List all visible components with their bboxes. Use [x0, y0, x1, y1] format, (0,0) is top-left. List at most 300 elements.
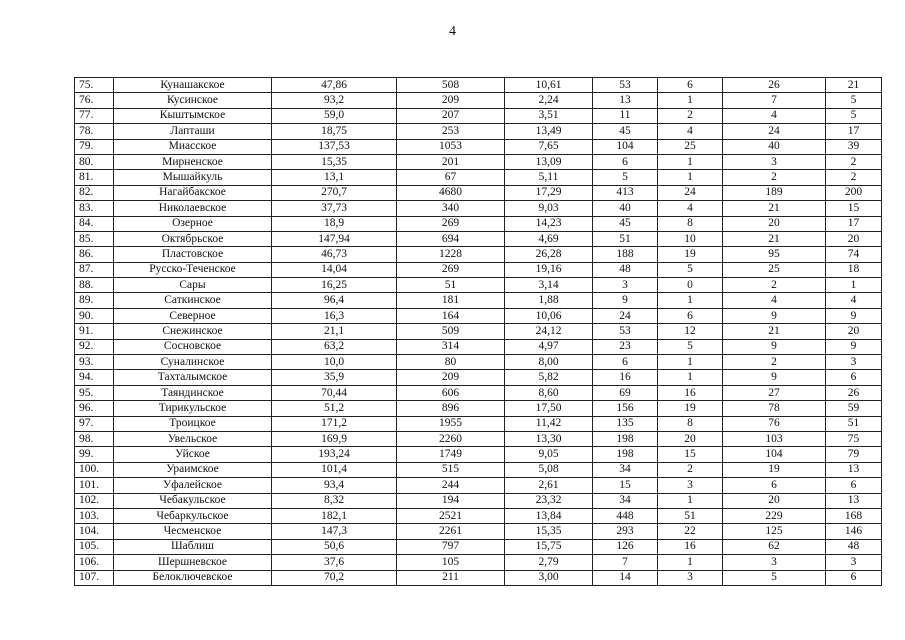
count-col-9-cell: 9 — [826, 339, 882, 354]
table-row — [75, 431, 882, 446]
density-value-cell: 2,79 — [505, 555, 593, 570]
count-col-6-cell: 34 — [593, 462, 658, 477]
row-number-cell: 102. — [75, 493, 114, 508]
settlement-name-cell: Тахталымское — [114, 370, 272, 385]
row-number-cell: 103. — [75, 508, 114, 523]
count-col-8-cell: 3 — [723, 154, 826, 169]
area-value-cell: 270,7 — [272, 185, 397, 200]
count-col-6-cell: 7 — [593, 555, 658, 570]
count-col-8-cell: 2 — [723, 355, 826, 370]
count-col-6-cell: 48 — [593, 262, 658, 277]
table-row — [75, 201, 882, 216]
row-number-cell: 82. — [75, 185, 114, 200]
table-row — [75, 216, 882, 231]
count-col-7-cell: 3 — [658, 570, 723, 585]
row-number-cell: 91. — [75, 324, 114, 339]
row-number-cell: 80. — [75, 154, 114, 169]
area-value-cell: 70,2 — [272, 570, 397, 585]
settlement-name-cell: Нагайбакское — [114, 185, 272, 200]
count-col-8-cell: 24 — [723, 124, 826, 139]
row-number-cell: 77. — [75, 108, 114, 123]
population-value-cell: 269 — [397, 262, 505, 277]
count-col-6-cell: 53 — [593, 324, 658, 339]
table-row — [75, 385, 882, 400]
count-col-6-cell: 6 — [593, 355, 658, 370]
count-col-6-cell: 16 — [593, 370, 658, 385]
table-row — [75, 355, 882, 370]
table-row — [75, 524, 882, 539]
population-value-cell: 508 — [397, 78, 505, 93]
density-value-cell: 5,08 — [505, 462, 593, 477]
area-value-cell: 63,2 — [272, 339, 397, 354]
count-col-8-cell: 95 — [723, 247, 826, 262]
data-table — [74, 77, 882, 586]
row-number-cell: 88. — [75, 278, 114, 293]
count-col-6-cell: 11 — [593, 108, 658, 123]
row-number-cell: 92. — [75, 339, 114, 354]
population-value-cell: 211 — [397, 570, 505, 585]
settlement-name-cell: Пластовское — [114, 247, 272, 262]
count-col-6-cell: 9 — [593, 293, 658, 308]
population-value-cell: 606 — [397, 385, 505, 400]
population-value-cell: 244 — [397, 478, 505, 493]
population-value-cell: 509 — [397, 324, 505, 339]
area-value-cell: 14,04 — [272, 262, 397, 277]
row-number-cell: 78. — [75, 124, 114, 139]
settlement-name-cell: Чесменское — [114, 524, 272, 539]
density-value-cell: 13,30 — [505, 431, 593, 446]
row-number-cell: 100. — [75, 462, 114, 477]
row-number-cell: 85. — [75, 231, 114, 246]
count-col-7-cell: 51 — [658, 508, 723, 523]
settlement-name-cell: Снежинское — [114, 324, 272, 339]
area-value-cell: 51,2 — [272, 401, 397, 416]
population-value-cell: 2261 — [397, 524, 505, 539]
count-col-7-cell: 3 — [658, 478, 723, 493]
count-col-7-cell: 1 — [658, 493, 723, 508]
density-value-cell: 1,88 — [505, 293, 593, 308]
count-col-9-cell: 17 — [826, 216, 882, 231]
density-value-cell: 3,51 — [505, 108, 593, 123]
count-col-6-cell: 34 — [593, 493, 658, 508]
table-row — [75, 447, 882, 462]
area-value-cell: 16,3 — [272, 308, 397, 323]
count-col-9-cell: 4 — [826, 293, 882, 308]
count-col-6-cell: 51 — [593, 231, 658, 246]
area-value-cell: 182,1 — [272, 508, 397, 523]
row-number-cell: 99. — [75, 447, 114, 462]
settlement-name-cell: Уйское — [114, 447, 272, 462]
population-value-cell: 1955 — [397, 416, 505, 431]
count-col-9-cell: 5 — [826, 108, 882, 123]
density-value-cell: 11,42 — [505, 416, 593, 431]
count-col-9-cell: 200 — [826, 185, 882, 200]
count-col-7-cell: 1 — [658, 355, 723, 370]
count-col-9-cell: 39 — [826, 139, 882, 154]
count-col-7-cell: 5 — [658, 339, 723, 354]
count-col-8-cell: 2 — [723, 278, 826, 293]
area-value-cell: 171,2 — [272, 416, 397, 431]
count-col-9-cell: 15 — [826, 201, 882, 216]
count-col-7-cell: 6 — [658, 78, 723, 93]
population-value-cell: 269 — [397, 216, 505, 231]
area-value-cell: 169,9 — [272, 431, 397, 446]
count-col-6-cell: 40 — [593, 201, 658, 216]
count-col-7-cell: 1 — [658, 170, 723, 185]
count-col-6-cell: 413 — [593, 185, 658, 200]
area-value-cell: 35,9 — [272, 370, 397, 385]
count-col-9-cell: 168 — [826, 508, 882, 523]
row-number-cell: 96. — [75, 401, 114, 416]
population-value-cell: 164 — [397, 308, 505, 323]
row-number-cell: 84. — [75, 216, 114, 231]
area-value-cell: 59,0 — [272, 108, 397, 123]
population-value-cell: 1749 — [397, 447, 505, 462]
count-col-7-cell: 10 — [658, 231, 723, 246]
count-col-8-cell: 3 — [723, 555, 826, 570]
settlement-name-cell: Чебакульское — [114, 493, 272, 508]
count-col-8-cell: 9 — [723, 308, 826, 323]
row-number-cell: 107. — [75, 570, 114, 585]
count-col-7-cell: 6 — [658, 308, 723, 323]
table-row — [75, 462, 882, 477]
row-number-cell: 81. — [75, 170, 114, 185]
table-row — [75, 139, 882, 154]
density-value-cell: 7,65 — [505, 139, 593, 154]
density-value-cell: 10,61 — [505, 78, 593, 93]
population-value-cell: 194 — [397, 493, 505, 508]
settlement-name-cell: Кусинское — [114, 93, 272, 108]
density-value-cell: 17,29 — [505, 185, 593, 200]
settlement-name-cell: Шаблиш — [114, 539, 272, 554]
settlement-name-cell: Шершневское — [114, 555, 272, 570]
count-col-7-cell: 1 — [658, 555, 723, 570]
count-col-8-cell: 21 — [723, 201, 826, 216]
table-row — [75, 78, 882, 93]
settlement-name-cell: Миасское — [114, 139, 272, 154]
area-value-cell: 93,2 — [272, 93, 397, 108]
count-col-9-cell: 26 — [826, 385, 882, 400]
count-col-7-cell: 5 — [658, 262, 723, 277]
count-col-9-cell: 18 — [826, 262, 882, 277]
count-col-8-cell: 25 — [723, 262, 826, 277]
count-col-9-cell: 146 — [826, 524, 882, 539]
count-col-7-cell: 4 — [658, 124, 723, 139]
density-value-cell: 24,12 — [505, 324, 593, 339]
area-value-cell: 37,73 — [272, 201, 397, 216]
table-row — [75, 401, 882, 416]
table-row — [75, 293, 882, 308]
density-value-cell: 19,16 — [505, 262, 593, 277]
count-col-8-cell: 4 — [723, 293, 826, 308]
density-value-cell: 5,82 — [505, 370, 593, 385]
settlement-name-cell: Тирикульское — [114, 401, 272, 416]
area-value-cell: 15,35 — [272, 154, 397, 169]
count-col-9-cell: 21 — [826, 78, 882, 93]
count-col-9-cell: 2 — [826, 170, 882, 185]
count-col-8-cell: 19 — [723, 462, 826, 477]
count-col-6-cell: 156 — [593, 401, 658, 416]
table-row — [75, 262, 882, 277]
settlement-name-cell: Лапташи — [114, 124, 272, 139]
count-col-7-cell: 1 — [658, 293, 723, 308]
settlement-name-cell: Сары — [114, 278, 272, 293]
count-col-9-cell: 20 — [826, 324, 882, 339]
row-number-cell: 97. — [75, 416, 114, 431]
count-col-8-cell: 7 — [723, 93, 826, 108]
table-row — [75, 278, 882, 293]
count-col-6-cell: 135 — [593, 416, 658, 431]
table-row — [75, 185, 882, 200]
count-col-6-cell: 198 — [593, 447, 658, 462]
table-row — [75, 416, 882, 431]
row-number-cell: 83. — [75, 201, 114, 216]
count-col-6-cell: 5 — [593, 170, 658, 185]
row-number-cell: 75. — [75, 78, 114, 93]
table-body — [75, 78, 882, 586]
count-col-9-cell: 6 — [826, 570, 882, 585]
population-value-cell: 515 — [397, 462, 505, 477]
count-col-9-cell: 48 — [826, 539, 882, 554]
count-col-8-cell: 40 — [723, 139, 826, 154]
count-col-8-cell: 6 — [723, 478, 826, 493]
count-col-8-cell: 20 — [723, 216, 826, 231]
density-value-cell: 3,14 — [505, 278, 593, 293]
count-col-9-cell: 1 — [826, 278, 882, 293]
density-value-cell: 9,03 — [505, 201, 593, 216]
count-col-6-cell: 448 — [593, 508, 658, 523]
settlement-name-cell: Мышайкуль — [114, 170, 272, 185]
count-col-8-cell: 189 — [723, 185, 826, 200]
count-col-9-cell: 13 — [826, 493, 882, 508]
count-col-9-cell: 6 — [826, 478, 882, 493]
settlement-name-cell: Северное — [114, 308, 272, 323]
settlement-name-cell: Троицкое — [114, 416, 272, 431]
count-col-7-cell: 25 — [658, 139, 723, 154]
population-value-cell: 207 — [397, 108, 505, 123]
count-col-6-cell: 6 — [593, 154, 658, 169]
count-col-8-cell: 9 — [723, 370, 826, 385]
count-col-9-cell: 17 — [826, 124, 882, 139]
settlement-name-cell: Кыштымское — [114, 108, 272, 123]
settlement-name-cell: Уфалейское — [114, 478, 272, 493]
population-value-cell: 2521 — [397, 508, 505, 523]
area-value-cell: 8,32 — [272, 493, 397, 508]
count-col-6-cell: 53 — [593, 78, 658, 93]
area-value-cell: 13,1 — [272, 170, 397, 185]
density-value-cell: 2,24 — [505, 93, 593, 108]
population-value-cell: 1228 — [397, 247, 505, 262]
count-col-8-cell: 78 — [723, 401, 826, 416]
count-col-8-cell: 125 — [723, 524, 826, 539]
settlement-name-cell: Увельское — [114, 431, 272, 446]
density-value-cell: 13,84 — [505, 508, 593, 523]
count-col-8-cell: 26 — [723, 78, 826, 93]
area-value-cell: 21,1 — [272, 324, 397, 339]
density-value-cell: 3,00 — [505, 570, 593, 585]
count-col-9-cell: 3 — [826, 355, 882, 370]
row-number-cell: 101. — [75, 478, 114, 493]
row-number-cell: 79. — [75, 139, 114, 154]
count-col-7-cell: 19 — [658, 247, 723, 262]
area-value-cell: 193,24 — [272, 447, 397, 462]
area-value-cell: 10,0 — [272, 355, 397, 370]
count-col-9-cell: 2 — [826, 154, 882, 169]
count-col-8-cell: 21 — [723, 324, 826, 339]
settlement-name-cell: Саткинское — [114, 293, 272, 308]
table-row — [75, 124, 882, 139]
count-col-8-cell: 103 — [723, 431, 826, 446]
row-number-cell: 89. — [75, 293, 114, 308]
density-value-cell: 14,23 — [505, 216, 593, 231]
population-value-cell: 80 — [397, 355, 505, 370]
row-number-cell: 90. — [75, 308, 114, 323]
count-col-8-cell: 21 — [723, 231, 826, 246]
count-col-9-cell: 59 — [826, 401, 882, 416]
table-row — [75, 478, 882, 493]
count-col-7-cell: 1 — [658, 93, 723, 108]
count-col-8-cell: 27 — [723, 385, 826, 400]
count-col-9-cell: 75 — [826, 431, 882, 446]
count-col-9-cell: 51 — [826, 416, 882, 431]
settlement-name-cell: Чебаркульское — [114, 508, 272, 523]
count-col-7-cell: 2 — [658, 108, 723, 123]
settlement-name-cell: Октябрьское — [114, 231, 272, 246]
density-value-cell: 13,49 — [505, 124, 593, 139]
row-number-cell: 98. — [75, 431, 114, 446]
area-value-cell: 37,6 — [272, 555, 397, 570]
population-value-cell: 4680 — [397, 185, 505, 200]
density-value-cell: 26,28 — [505, 247, 593, 262]
settlement-name-cell: Николаевское — [114, 201, 272, 216]
table-row — [75, 154, 882, 169]
density-value-cell: 23,32 — [505, 493, 593, 508]
settlement-name-cell: Ураимское — [114, 462, 272, 477]
count-col-9-cell: 79 — [826, 447, 882, 462]
settlement-name-cell: Мирненское — [114, 154, 272, 169]
table-row — [75, 308, 882, 323]
density-value-cell: 4,97 — [505, 339, 593, 354]
count-col-7-cell: 22 — [658, 524, 723, 539]
density-value-cell: 2,61 — [505, 478, 593, 493]
area-value-cell: 46,73 — [272, 247, 397, 262]
population-value-cell: 340 — [397, 201, 505, 216]
count-col-6-cell: 24 — [593, 308, 658, 323]
count-col-8-cell: 104 — [723, 447, 826, 462]
area-value-cell: 70,44 — [272, 385, 397, 400]
density-value-cell: 17,50 — [505, 401, 593, 416]
table-row — [75, 108, 882, 123]
count-col-7-cell: 0 — [658, 278, 723, 293]
count-col-8-cell: 9 — [723, 339, 826, 354]
row-number-cell: 95. — [75, 385, 114, 400]
count-col-9-cell: 20 — [826, 231, 882, 246]
table-row — [75, 324, 882, 339]
area-value-cell: 101,4 — [272, 462, 397, 477]
table-row — [75, 93, 882, 108]
density-value-cell: 13,09 — [505, 154, 593, 169]
table-row — [75, 539, 882, 554]
settlement-name-cell: Русско-Теченское — [114, 262, 272, 277]
population-value-cell: 694 — [397, 231, 505, 246]
count-col-6-cell: 198 — [593, 431, 658, 446]
area-value-cell: 18,9 — [272, 216, 397, 231]
density-value-cell: 9,05 — [505, 447, 593, 462]
count-col-6-cell: 15 — [593, 478, 658, 493]
population-value-cell: 2260 — [397, 431, 505, 446]
density-value-cell: 8,00 — [505, 355, 593, 370]
population-value-cell: 797 — [397, 539, 505, 554]
count-col-9-cell: 6 — [826, 370, 882, 385]
count-col-7-cell: 12 — [658, 324, 723, 339]
count-col-7-cell: 4 — [658, 201, 723, 216]
table-row — [75, 231, 882, 246]
row-number-cell: 105. — [75, 539, 114, 554]
population-value-cell: 201 — [397, 154, 505, 169]
row-number-cell: 93. — [75, 355, 114, 370]
row-number-cell: 76. — [75, 93, 114, 108]
row-number-cell: 94. — [75, 370, 114, 385]
count-col-7-cell: 16 — [658, 385, 723, 400]
row-number-cell: 86. — [75, 247, 114, 262]
area-value-cell: 16,25 — [272, 278, 397, 293]
area-value-cell: 137,53 — [272, 139, 397, 154]
count-col-7-cell: 1 — [658, 370, 723, 385]
count-col-7-cell: 8 — [658, 216, 723, 231]
population-value-cell: 314 — [397, 339, 505, 354]
count-col-6-cell: 3 — [593, 278, 658, 293]
count-col-7-cell: 20 — [658, 431, 723, 446]
count-col-7-cell: 15 — [658, 447, 723, 462]
count-col-6-cell: 293 — [593, 524, 658, 539]
settlement-name-cell: Кунашакское — [114, 78, 272, 93]
count-col-9-cell: 13 — [826, 462, 882, 477]
count-col-8-cell: 229 — [723, 508, 826, 523]
settlement-name-cell: Белоключевское — [114, 570, 272, 585]
count-col-6-cell: 14 — [593, 570, 658, 585]
count-col-6-cell: 13 — [593, 93, 658, 108]
density-value-cell: 10,06 — [505, 308, 593, 323]
table-row — [75, 555, 882, 570]
count-col-6-cell: 188 — [593, 247, 658, 262]
count-col-7-cell: 19 — [658, 401, 723, 416]
population-value-cell: 209 — [397, 370, 505, 385]
population-value-cell: 1053 — [397, 139, 505, 154]
population-value-cell: 896 — [397, 401, 505, 416]
area-value-cell: 47,86 — [272, 78, 397, 93]
area-value-cell: 93,4 — [272, 478, 397, 493]
table-row — [75, 508, 882, 523]
settlement-name-cell: Озерное — [114, 216, 272, 231]
count-col-9-cell: 74 — [826, 247, 882, 262]
count-col-6-cell: 104 — [593, 139, 658, 154]
count-col-9-cell: 3 — [826, 555, 882, 570]
population-value-cell: 67 — [397, 170, 505, 185]
area-value-cell: 96,4 — [272, 293, 397, 308]
table-row — [75, 493, 882, 508]
row-number-cell: 104. — [75, 524, 114, 539]
density-value-cell: 15,75 — [505, 539, 593, 554]
area-value-cell: 50,6 — [272, 539, 397, 554]
population-value-cell: 105 — [397, 555, 505, 570]
settlement-name-cell: Сосновское — [114, 339, 272, 354]
count-col-8-cell: 62 — [723, 539, 826, 554]
count-col-7-cell: 8 — [658, 416, 723, 431]
count-col-9-cell: 9 — [826, 308, 882, 323]
count-col-7-cell: 24 — [658, 185, 723, 200]
count-col-7-cell: 2 — [658, 462, 723, 477]
table-row — [75, 339, 882, 354]
